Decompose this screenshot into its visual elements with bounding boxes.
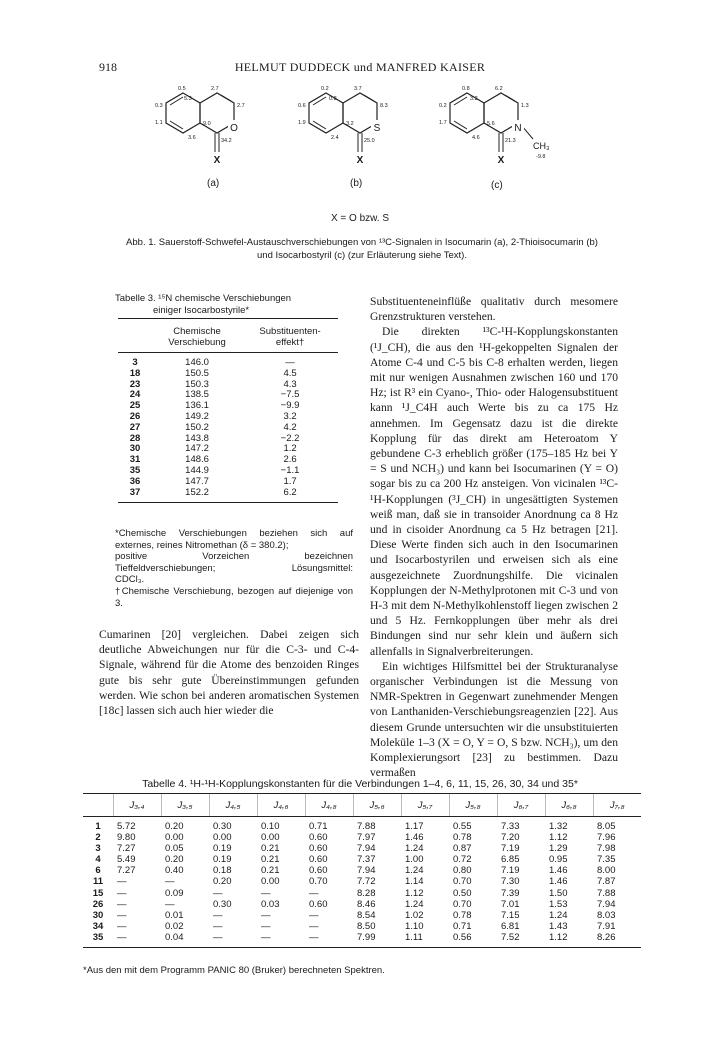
table3-cell-shift: 143.8 — [185, 432, 209, 444]
table4-value-cell: — — [257, 932, 305, 948]
table4-value-cell: 0.09 — [165, 887, 184, 899]
table3-cell-effect: 3.2 — [283, 410, 297, 422]
table4-value-cell: 7.27 — [117, 843, 136, 855]
table4-value-cell: 0.60 — [309, 854, 328, 866]
table4-value-cell: 0.71 — [309, 821, 328, 832]
table4-value-cell: 7.39 — [501, 887, 520, 899]
table3-cell-effect: 6.2 — [242, 488, 338, 503]
table4-compound-cell: 2 — [95, 832, 101, 844]
table4-value-cell: 7.30 — [501, 876, 520, 888]
table3-cell-effect: −2.2 — [280, 432, 300, 444]
table3-cell-effect: 1.7 — [283, 475, 297, 487]
table-row — [83, 888, 641, 899]
benzene-ring-b — [309, 93, 343, 133]
svg-text:5.3: 5.3 — [184, 96, 192, 102]
table4-value-cell: 0.70 — [309, 876, 328, 888]
structure-label-a: (a) — [207, 178, 220, 189]
svg-text:3.6: 3.6 — [188, 135, 196, 141]
table4-value-cell: 0.05 — [165, 843, 184, 855]
table3-cell-compound: 24 — [129, 389, 141, 401]
heteroatom-a: O — [230, 123, 238, 134]
table4-header-cell: J₄,₆ — [257, 794, 305, 817]
table-row — [83, 899, 641, 910]
heteroatom-c: N — [514, 123, 522, 134]
table4-value-cell: 7.88 — [597, 887, 616, 899]
svg-text:0.8: 0.8 — [329, 96, 337, 102]
table4-value-cell: 1.46 — [549, 865, 568, 877]
table4-header-cell: J₅,₆ — [353, 794, 401, 817]
table4-value-cell: 0.95 — [549, 854, 568, 866]
table3-cell-shift: 144.9 — [185, 464, 209, 476]
table4-compound-cell: 3 — [95, 843, 101, 855]
table-row — [118, 477, 338, 488]
table4-value-cell: 0.78 — [453, 832, 472, 844]
table4-value-cell: 0.30 — [213, 898, 232, 910]
table4-value-cell: 0.70 — [453, 876, 472, 888]
table4-value-cell: — — [309, 920, 319, 932]
table4-value-cell: 0.56 — [449, 932, 497, 948]
svg-text:2.7: 2.7 — [211, 86, 219, 92]
table3-cell-shift: 147.7 — [185, 475, 209, 487]
table-row — [83, 832, 641, 843]
table4-value-cell: 1.00 — [405, 854, 424, 866]
table4-value-cell: 0.20 — [165, 821, 184, 832]
table4-value-cell: 1.24 — [405, 865, 424, 877]
table-row — [83, 817, 641, 833]
table4-value-cell: 7.27 — [117, 865, 136, 877]
table4-value-cell: 1.11 — [401, 932, 449, 948]
table3-cell-shift: 152.2 — [152, 488, 242, 503]
structures-figure — [0, 82, 720, 232]
substituent-x-c: X — [497, 155, 505, 166]
table4-value-cell: 0.60 — [309, 865, 328, 877]
table4-value-cell: 5.72 — [117, 821, 136, 832]
table-row — [118, 353, 338, 369]
table4-header-row — [83, 794, 641, 817]
table4-header-cell: J₆,₇ — [497, 794, 545, 817]
table-row — [118, 444, 338, 455]
svg-text:6.2: 6.2 — [495, 86, 503, 92]
table4-value-cell: — — [213, 920, 223, 932]
structure-c — [439, 86, 550, 191]
table4-value-cell: 1.24 — [549, 909, 568, 921]
table3-cell-effect: −7.5 — [280, 389, 300, 401]
table4-value-cell: 0.21 — [261, 843, 280, 855]
table4-value-cell: 0.21 — [261, 865, 280, 877]
table4-value-cell: 7.20 — [501, 832, 520, 844]
table4-value-cell: 0.10 — [261, 821, 280, 832]
table3-cell-shift: 146.0 — [185, 357, 209, 368]
table4-value-cell: 1.12 — [549, 832, 568, 844]
table3-cell-shift: 138.5 — [185, 389, 209, 401]
table4-value-cell: 8.05 — [597, 821, 616, 832]
table4-value-cell: 8.46 — [357, 898, 376, 910]
table3-cell-effect: 4.3 — [283, 378, 297, 390]
table4-value-cell: 0.60 — [309, 832, 328, 844]
svg-text:0.2: 0.2 — [439, 103, 447, 109]
table3-cell-compound: 27 — [129, 421, 141, 433]
svg-text:34.2: 34.2 — [221, 138, 232, 144]
table4-header-cell: J₃,₅ — [161, 794, 209, 817]
benzene-ring-a — [166, 93, 200, 133]
table4-value-cell: — — [165, 898, 175, 910]
table4-value-cell: 0.60 — [309, 898, 328, 910]
table4-value-cell: 1.24 — [405, 898, 424, 910]
table4-compound-cell: 26 — [92, 898, 104, 910]
table3-cell-shift: 148.6 — [185, 454, 209, 466]
svg-text:-9.8: -9.8 — [536, 154, 546, 160]
table4 — [83, 793, 641, 948]
table4-value-cell: 0.60 — [309, 843, 328, 855]
svg-text:2.7: 2.7 — [237, 103, 245, 109]
svg-text:0.3: 0.3 — [155, 103, 163, 109]
table3-cell-compound: 30 — [129, 443, 141, 455]
table4-value-cell: 0.70 — [453, 898, 472, 910]
running-header-authors: HELMUT DUDDECK und MANFRED KAISER — [234, 60, 486, 74]
paragraph: Ein wichtiges Hilfsmittel bei der Strukturanalyse organischer Verbindungen ist die Messung von NMR-Spektren in Gegenwart zunehmender Mengen von Lanthaniden-Verschiebungsreagenzien [22]. Aus diesem Grunde untersuchten wir die unsubstituierten Moleküle 1–3 (X = O, Y = O, S bzw. NCH₃), um den Komplexierungsort [23] zu bestimmen. Dazu vermaßen — [370, 659, 618, 780]
table-row — [118, 434, 338, 445]
table4-value-cell: 7.96 — [597, 832, 616, 844]
svg-text:1.9: 1.9 — [298, 120, 306, 126]
table4-value-cell: 0.19 — [213, 854, 232, 866]
paragraph: Substituenteneinflüße qualitativ durch mesomere Grenzstrukturen verstehen. — [370, 295, 618, 324]
table4-value-cell: 1.46 — [549, 876, 568, 888]
table4-value-cell: — — [117, 887, 127, 899]
table4-value-cell: 7.98 — [597, 843, 616, 855]
table3-cell-compound: 31 — [129, 454, 141, 466]
table4-value-cell: 0.02 — [165, 920, 184, 932]
table4-value-cell: 7.91 — [597, 920, 616, 932]
svg-text:25.0: 25.0 — [364, 138, 375, 144]
benzene-ring-c — [450, 93, 484, 133]
table4-value-cell: — — [209, 932, 257, 948]
table4-value-cell: 7.88 — [357, 821, 376, 832]
figure-caption: Abb. 1. Sauerstoff-Schwefel-Austauschverschiebungen von ¹³C-Signalen in Isocumarin (a), 2-Thioisocumarin (b) und Isocarbostyril (c) (zur Erläuterung siehe Text). — [126, 237, 598, 261]
table4-value-cell: 0.21 — [261, 854, 280, 866]
svg-text:5.6: 5.6 — [487, 121, 495, 127]
table-row — [83, 843, 641, 854]
table3-cell-effect: 1.2 — [283, 443, 297, 455]
table3-cell-compound: 36 — [129, 475, 141, 487]
table4-value-cell: 8.00 — [597, 865, 616, 877]
table4-value-cell: 1.12 — [405, 887, 424, 899]
table-row — [83, 865, 641, 876]
table3-cell-effect: −1.1 — [280, 464, 300, 476]
svg-text:1.7: 1.7 — [439, 120, 447, 126]
table3-cell-compound: 37 — [118, 488, 152, 503]
table3-cell-compound: 28 — [129, 432, 141, 444]
table3-cell-effect: — — [285, 357, 295, 368]
table-row — [83, 876, 641, 887]
table4-value-cell: 1.12 — [545, 932, 593, 948]
table-row — [118, 380, 338, 391]
table4-compound-cell: 6 — [95, 865, 101, 877]
table4-value-cell: 1.53 — [549, 898, 568, 910]
table4-value-cell: — — [113, 932, 161, 948]
structure-a — [155, 86, 245, 189]
table4-value-cell: — — [305, 932, 353, 948]
table4-value-cell: 8.50 — [357, 920, 376, 932]
right-column-text — [370, 294, 618, 781]
table3-cell-shift: 147.2 — [185, 443, 209, 455]
svg-text:2.4: 2.4 — [331, 135, 339, 141]
table3-cell-shift: 136.1 — [185, 400, 209, 412]
left-column-text: Cumarinen [20] vergleichen. Dabei zeigen sich deutliche Abweichungen nur für die C-3- und C-4-Signale, während für die Atome des benzoiden Ringes gute bis sehr gute Übereinstimmungen gefunden werden. Wie schon bei anderen aromatischen Systemen [18c] lassen sich auch hier wieder die — [99, 628, 359, 718]
table4-value-cell: 0.00 — [165, 832, 184, 844]
table4-value-cell: 1.14 — [405, 876, 424, 888]
table4-value-cell: 1.10 — [405, 920, 424, 932]
heteroatom-b: S — [373, 123, 381, 134]
table4-compound-cell: 30 — [92, 909, 104, 921]
table4-compound-cell: 34 — [92, 920, 104, 932]
table4-value-cell: — — [309, 909, 319, 921]
svg-text:4.6: 4.6 — [472, 135, 480, 141]
table4-title: Tabelle 4. ¹H-¹H-Kopplungskonstanten für die Verbindungen 1–4, 6, 11, 15, 26, 30, 34 und 35* — [142, 778, 578, 790]
table4-value-cell: 6.85 — [501, 854, 520, 866]
table3 — [118, 318, 338, 503]
substituent-x-a: X — [213, 155, 221, 166]
table4-header-cell: J₄,₅ — [209, 794, 257, 817]
table4-value-cell: 7.72 — [357, 876, 376, 888]
table3-cell-shift: 149.2 — [185, 410, 209, 422]
table4-value-cell: 0.20 — [213, 876, 232, 888]
table3-cell-compound: 35 — [129, 464, 141, 476]
table4-value-cell: 0.03 — [261, 898, 280, 910]
svg-text:0.6: 0.6 — [298, 103, 306, 109]
table4-value-cell: 1.32 — [549, 821, 568, 832]
table4-header-cell: J₅,₈ — [449, 794, 497, 817]
table-row — [118, 423, 338, 434]
table4-value-cell: — — [117, 876, 127, 888]
table4-value-cell: 0.04 — [161, 932, 209, 948]
svg-text:0.5: 0.5 — [178, 86, 186, 92]
methyl-group-c: CH₃ — [533, 141, 550, 151]
table3-footnotes: *Chemische Verschiebungen beziehen sich auf externes, reines Nitromethan (δ = 380.2); positive Vorzeichen bezeichnen Tieffeldverschiebungen; Lösungsmittel: CDCl₃. †Chemische Verschiebung, bezogen auf diejenige von 3. — [115, 528, 353, 609]
table3-col-effect: Substituenten- effekt† — [242, 319, 338, 353]
table4-value-cell: 7.97 — [357, 832, 376, 844]
structure-label-c: (c) — [491, 180, 503, 191]
table4-value-cell: 7.15 — [501, 909, 520, 921]
substituent-x-b: X — [356, 155, 364, 166]
table4-compound-cell: 15 — [92, 887, 104, 899]
table4-value-cell: 7.37 — [357, 854, 376, 866]
table4-value-cell: 1.02 — [405, 909, 424, 921]
table4-value-cell: — — [165, 876, 175, 888]
table4-compound-cell: 35 — [83, 932, 113, 948]
table4-value-cell: 7.94 — [357, 865, 376, 877]
table3-cell-shift: 150.5 — [185, 367, 209, 379]
table4-value-cell: 0.50 — [453, 887, 472, 899]
table3-header-row — [118, 319, 338, 353]
structure-b — [298, 86, 388, 189]
table3-cell-effect: 4.2 — [283, 421, 297, 433]
structure-label-b: (b) — [350, 178, 363, 189]
svg-text:3.2: 3.2 — [346, 121, 354, 127]
table4-value-cell: 1.43 — [549, 920, 568, 932]
page-number: 918 — [99, 60, 117, 74]
table3-cell-effect: 2.6 — [283, 454, 297, 466]
svg-text:1.1: 1.1 — [155, 120, 163, 126]
paragraph: Die direkten ¹³C-¹H-Kopplungskonstanten (¹J_CH), die aus den ¹H-gekoppelten Signalen der Atome C-4 und C-5 bis C-8 erhalten werden, liegen mit nur wenigen Ausnahmen zwischen 160 und 170 Hz; ist R³ ein Cyano-, Thio- oder Halogensubstituent kann ¹J_C4H auch Werte bis zu ca 175 Hz annehmen. Im Gegensatz dazu ist die direkte Kopplung für das direkt am Heteroatom Y gebundene C-3 erheblich größer (175–185 Hz bei Y = S und NCH₃) und kann bei Isocumarinen (Y = O) sogar bis zu ca 200 Hz ansteigen. Von vicinalen ¹³C-¹H-Kopplungen (³J_CH) in ungesättigten Systemen weiß man, daß sie in transoider Anordnung ca 8 Hz und in cisoider Anordnung ca 5 Hz betragen [21]. Diese Werte finden sich auch in den Isocumarinen und Isocarbostyrilen und erweisen sich als eine ausgezeichnete Zuordnungshilfe. Die vicinalen Kopplungen der N-Methylprotonen mit C-3 und von H-3 mit dem N-Methylkohlenstoff liegen zwischen 2 und 5 Hz. Fernkopplungen über mehr als drei Bindungen sind nur sehr klein und äußern sich allenfalls in Signalverbreiterungen. — [370, 325, 618, 658]
table4-value-cell: — — [261, 920, 271, 932]
table4-value-cell: 0.80 — [453, 865, 472, 877]
table4-value-cell: 7.01 — [501, 898, 520, 910]
svg-text:0.2: 0.2 — [321, 86, 329, 92]
table4-value-cell: 0.30 — [213, 821, 232, 832]
table4-value-cell: 0.55 — [453, 821, 472, 832]
table4-value-cell: 7.94 — [597, 898, 616, 910]
table-row — [118, 369, 338, 380]
table4-value-cell: 9.80 — [117, 832, 136, 844]
svg-text:3.2: 3.2 — [470, 96, 478, 102]
table4-value-cell: 0.72 — [453, 854, 472, 866]
table4-value-cell: 8.03 — [597, 909, 616, 921]
svg-text:8.3: 8.3 — [380, 103, 388, 109]
table4-value-cell: 7.94 — [357, 843, 376, 855]
table4-value-cell: 0.19 — [213, 843, 232, 855]
table4-value-cell: 1.17 — [405, 821, 424, 832]
svg-text:0.8: 0.8 — [462, 86, 470, 92]
table4-value-cell: 0.00 — [261, 876, 280, 888]
table3-cell-compound: 18 — [129, 367, 141, 379]
table-row — [118, 401, 338, 412]
svg-text:3.7: 3.7 — [354, 86, 362, 92]
table4-value-cell: 1.29 — [549, 843, 568, 855]
table4-value-cell: 0.18 — [213, 865, 232, 877]
table4-value-cell: 6.81 — [501, 920, 520, 932]
table4-value-cell: 7.19 — [501, 843, 520, 855]
table3-cell-shift: 150.3 — [185, 378, 209, 390]
table4-value-cell: — — [261, 887, 271, 899]
table-row — [118, 412, 338, 423]
table4-value-cell: 8.26 — [593, 932, 641, 948]
table4-value-cell: 8.28 — [357, 887, 376, 899]
svg-text:21.3: 21.3 — [505, 138, 516, 144]
table3-cell-effect: −9.9 — [280, 400, 300, 412]
table4-value-cell: 1.24 — [405, 843, 424, 855]
table-row — [118, 466, 338, 477]
table4-value-cell: 0.00 — [261, 832, 280, 844]
table-row — [83, 932, 641, 948]
table4-value-cell: 7.33 — [501, 821, 520, 832]
table4-value-cell: — — [117, 898, 127, 910]
table-row — [118, 390, 338, 401]
table4-value-cell: 5.49 — [117, 854, 136, 866]
table3-cell-shift: 150.2 — [185, 421, 209, 433]
table-row — [83, 854, 641, 865]
table4-value-cell: — — [213, 909, 223, 921]
table4-compound-cell: 11 — [92, 876, 104, 888]
table4-header-cell: J₇,₈ — [593, 794, 641, 817]
table4-value-cell: 1.46 — [405, 832, 424, 844]
table4-value-cell: 7.99 — [353, 932, 401, 948]
svg-text:1.3: 1.3 — [521, 103, 529, 109]
table4-value-cell: 0.00 — [213, 832, 232, 844]
table3-cell-compound: 26 — [129, 410, 141, 422]
table3-col-shift: Chemische Verschiebung — [152, 319, 242, 353]
table4-footnote: *Aus den mit dem Programm PANIC 80 (Bruker) berechneten Spektren. — [83, 965, 385, 976]
table4-header-cell: J₄,₈ — [305, 794, 353, 817]
table4-compound-cell: 1 — [95, 821, 101, 832]
table3-cell-compound: 3 — [132, 357, 138, 368]
svg-text:9.0: 9.0 — [203, 121, 211, 127]
table3-cell-effect: 4.5 — [283, 367, 297, 379]
table4-value-cell: — — [117, 909, 127, 921]
table4-value-cell: — — [261, 909, 271, 921]
table4-value-cell: 0.20 — [165, 854, 184, 866]
table4-value-cell: 7.35 — [597, 854, 616, 866]
table3-cell-compound: 23 — [129, 378, 141, 390]
table3-cell-compound: 25 — [129, 400, 141, 412]
table4-value-cell: 7.19 — [501, 865, 520, 877]
table-row — [118, 488, 338, 503]
x-definition: X = O bzw. S — [330, 213, 390, 224]
table4-header-cell: J₆,₈ — [545, 794, 593, 817]
table4-value-cell: 7.87 — [597, 876, 616, 888]
table4-value-cell: 0.71 — [453, 920, 472, 932]
table4-value-cell: — — [117, 920, 127, 932]
table4-header-cell: J₅,₇ — [401, 794, 449, 817]
table-row — [83, 921, 641, 932]
table4-value-cell: 0.40 — [165, 865, 184, 877]
table4-header-cell — [83, 794, 113, 817]
table4-value-cell: 0.87 — [453, 843, 472, 855]
table4-value-cell: 0.78 — [453, 909, 472, 921]
table4-compound-cell: 4 — [95, 854, 101, 866]
table4-header-cell: J₃,₄ — [113, 794, 161, 817]
table-row — [118, 455, 338, 466]
table4-value-cell: 0.01 — [165, 909, 184, 921]
table4-value-cell: — — [309, 887, 319, 899]
table-row — [83, 910, 641, 921]
table4-value-cell: 8.54 — [357, 909, 376, 921]
table3-title: Tabelle 3. ¹⁵N chemische Verschiebungen einiger Isocarbostyrile* — [115, 293, 292, 316]
table4-value-cell: — — [213, 887, 223, 899]
table4-value-cell: 7.52 — [497, 932, 545, 948]
table4-value-cell: 1.50 — [549, 887, 568, 899]
